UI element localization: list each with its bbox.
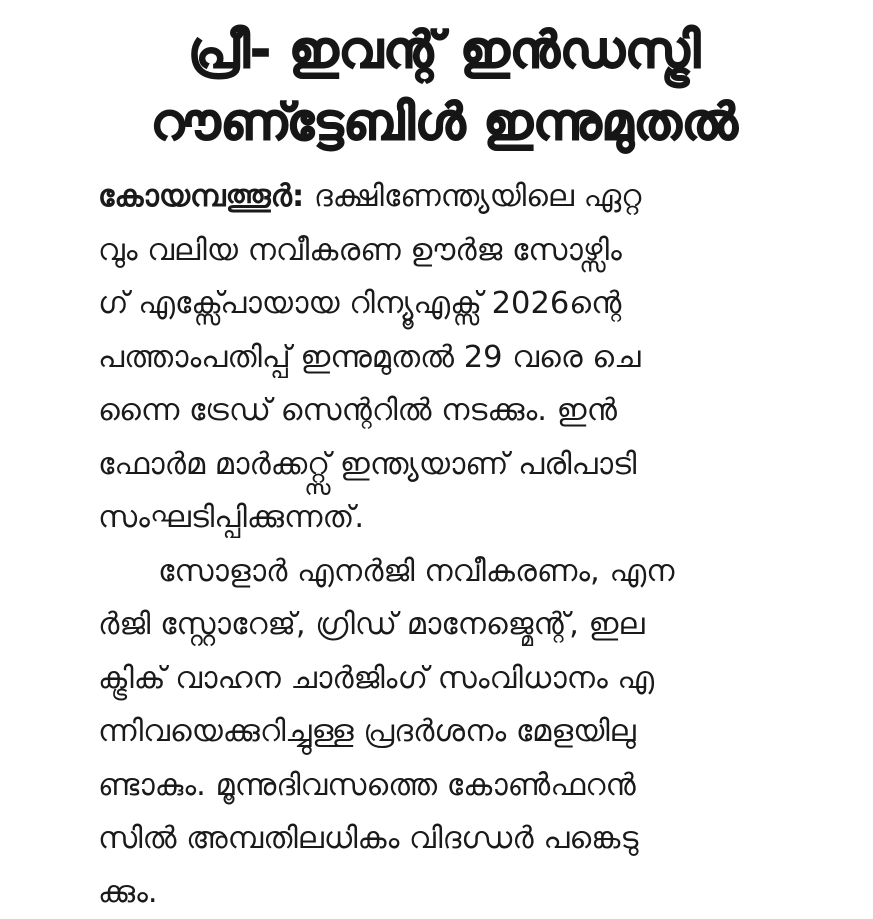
body-line: ക്കും. [98,866,851,919]
body-line: ന്നിവയെക്കുറിച്ചുള്ള പ്രദർശനം മേളയിലു [98,705,851,759]
body-line: ണ്ടാകും. മൂന്നുദിവസത്തെ കോൺഫറൻ [98,759,851,813]
headline-line-1: പ്രീ- ഇവന്റ് ഇൻഡസ്ട്രി [38,14,851,86]
body-line: ന്നൈ ട്രേഡ് സെന്ററിൽ നടക്കും. ഇൻ [98,384,851,438]
body-line: ർജി സ്റ്റോറേജ്, ഗ്രിഡ് മാനേജ്മെന്റ്, ഇല [98,598,851,652]
body-text: ദക്ഷിണേന്ത്യയിലെ ഏറ്റ [304,179,641,214]
body-line: സംഘടിപ്പിക്കുന്നത്. [98,491,851,545]
body-line: സോളാർ എനർജി നവീകരണം, എന [98,545,851,599]
body-line [98,170,851,224]
headline [38,14,851,158]
body-line: വും വലിയ നവീകരണ ഊർജ സോഴ്സിം [98,224,851,278]
body-line: ക്ട്രിക് വാഹന ചാർജിംഗ് സംവിധാനം എ [98,652,851,706]
body-line: ഗ് എക്സ്പോയായ റിന്യൂഎക്സ് 2026ന്റെ [98,277,851,331]
body-line: ഫോർമ മാർക്കറ്റ്സ് ഇന്ത്യയാണ് പരിപാടി [98,438,851,492]
headline-line-2: റൗണ്ട്ടേബിൾ ഇന്നുമുതൽ [38,86,851,158]
article-body [38,170,851,919]
dateline: കോയമ്പത്തൂർ: [98,179,304,214]
body-line: പത്താംപതിപ്പ് ഇന്നുമുതൽ 29 വരെ ചെ [98,331,851,385]
body-line: സിൽ അമ്പതിലധികം വിദഗ്ധർ പങ്കെടു [98,812,851,866]
